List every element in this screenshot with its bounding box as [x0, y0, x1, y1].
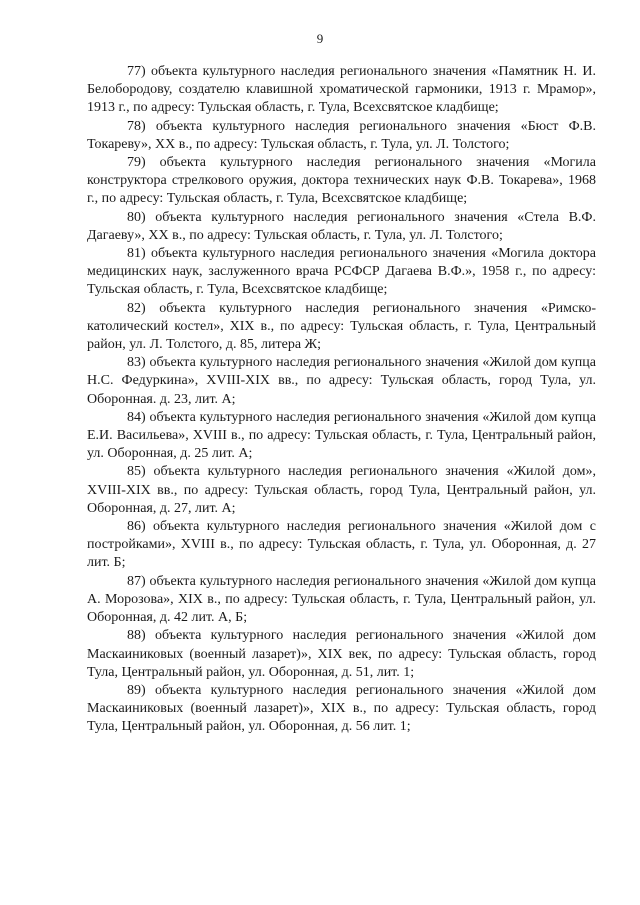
list-item	[87, 518, 596, 573]
list-item	[87, 118, 596, 154]
list-item-text: 77) объекта культурного наследия регионального значения «Памятник Н. И. Белобородову, создателю клавишной хроматической гармоники, 1913 г. Мрамор», 1913 г., по адресу: Тульская область, г. Тула, Всехсвятское кладбище;	[87, 64, 596, 116]
list-item-text: 79) объекта культурного наследия регионального значения «Могила конструктора стрелкового оружия, доктора технических наук Ф.В. Токарева», 1968 г., по адресу: Тульская область, г. Тула, Всехсвятское кладбище;	[87, 155, 596, 207]
list-item-text: 81) объекта культурного наследия регионального значения «Могила доктора медицинских наук, заслуженного врача РСФСР Дагаева В.Ф.», 1958 г., по адресу: Тульская область, г. Тула, Всехсвятское кладбище;	[87, 246, 596, 298]
list-item-text: 84) объекта культурного наследия регионального значения «Жилой дом купца Е.И. Васильева», XVIII в., по адресу: Тульская область, г. Тула, Центральный район, ул. Оборонная, д. 25 лит. А;	[87, 409, 596, 462]
list-item	[87, 354, 596, 409]
list-item	[87, 627, 596, 682]
list-item	[87, 63, 596, 118]
list-item-text: 89) объекта культурного наследия регионального значения «Жилой дом Маскаиниковых (военный лазарет)», XIX в., по адресу: Тульская область, город Тула, Центральный район, ул. Оборонная, д. 56 лит. 1;	[87, 682, 596, 735]
list-item	[87, 573, 596, 628]
list-item	[87, 463, 596, 518]
list-item	[87, 245, 596, 300]
list-item	[87, 154, 596, 209]
list-item-text: 87) объекта культурного наследия регионального значения «Жилой дом купца А. Морозова», XIX в., по адресу: Тульская область, г. Тула, Центральный район, ул. Оборонная, д. 42 лит. А, Б;	[87, 573, 596, 626]
document-body	[87, 63, 596, 737]
list-item	[87, 300, 596, 355]
list-item-text: 83) объекта культурного наследия регионального значения «Жилой дом купца Н.С. Федуркина», XVIII-XIX вв., по адресу: Тульская область, город Тула, ул. Оборонная. д. 23, лит. А;	[87, 355, 596, 407]
list-item	[87, 209, 596, 245]
list-item-text: 85) объекта культурного наследия регионального значения «Жилой дом», XVIII-XIX вв., по адресу: Тульская область, город Тула, Центральный район, ул. Оборонная, д. 27, лит. А;	[87, 464, 596, 516]
list-item	[87, 409, 596, 464]
list-item-text: 88) объекта культурного наследия регионального значения «Жилой дом Маскаиниковых (военный лазарет)», XIX век, по адресу: Тульская область, город Тула, Центральный район, ул. Оборонная, д. 51, лит. 1;	[87, 628, 596, 680]
list-item-text: 78) объекта культурного наследия регионального значения «Бюст Ф.В. Токареву», XX в., по адресу: Тульская область, г. Тула, ул. Л. Толстого;	[87, 118, 596, 152]
list-item-text: 80) объекта культурного наследия регионального значения «Стела В.Ф. Дагаеву», XX в., по адресу: Тульская область, г. Тула, ул. Л. Толстого;	[87, 209, 596, 243]
page-number: 9	[316, 31, 324, 46]
list-item	[87, 682, 596, 737]
list-item-text: 82) объекта культурного наследия регионального значения «Римско-католический костел», XIX в., по адресу: Тульская область, г. Тула, Центральный район, ул. Л. Толстого, д. 85, литера Ж;	[87, 300, 596, 353]
list-item-text: 86) объекта культурного наследия регионального значения «Жилой дом с постройками», XVIII в., по адресу: Тульская область, г. Тула, ул. Оборонная, д. 27 лит. Б;	[87, 519, 596, 571]
